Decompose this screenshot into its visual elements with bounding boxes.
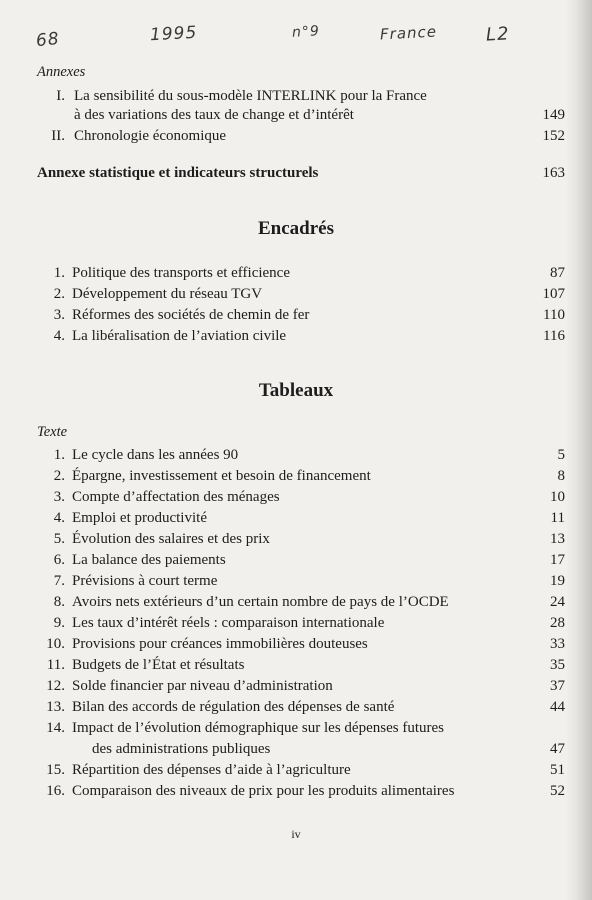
entry-number: 3. [53,307,65,323]
entry-title: Annexe statistique et indicateurs structurels [37,165,319,181]
entry-page: 51 [550,762,565,778]
entry-title: La balance des paiements [72,552,226,568]
entry-number: 8. [53,594,65,610]
handwritten-note: n°9 [291,23,321,41]
entry-title: Provisions pour créances immobilières douteuses [72,636,368,652]
section-heading-encadres: Encadrés [258,218,334,239]
entry-title: Prévisions à court terme [72,573,218,589]
entry-title: Emploi et productivité [72,510,207,526]
entry-page: 107 [542,286,565,302]
entry-page: 163 [542,165,565,181]
entry-page: 33 [550,636,565,652]
handwritten-note: 1995 [149,22,198,46]
entry-number: 11. [46,657,65,673]
entry-title: Avoirs nets extérieurs d’un certain nombre de pays de l’OCDE [72,594,449,610]
entry-page: 5 [557,447,565,463]
entry-title: La libéralisation de l’aviation civile [72,328,287,344]
entry-page: 87 [550,265,565,281]
entry-title: Les taux d’intérêt réels : comparaison internationale [72,615,385,631]
entry-title: Épargne, investissement et besoin de financement [72,468,371,484]
entry-title: Le cycle dans les années 90 [72,447,239,463]
entry-number: I. [56,88,65,104]
entry-page: 152 [542,128,565,144]
entry-page: 24 [550,594,565,610]
entry-number: 12. [46,678,65,694]
entry-page: 13 [550,531,565,547]
entry-title: Compte d’affectation des ménages [72,489,280,505]
page-edge-shadow [566,0,592,900]
entry-page: 37 [550,678,565,694]
entry-number: 5. [53,531,65,547]
entry-page: 149 [542,107,565,123]
entry-title: Politique des transports et efficience [72,265,290,281]
entry-page: 10 [550,489,565,505]
entry-title: La sensibilité du sous-modèle INTERLINK pour la France [74,88,427,104]
entry-number: II. [51,128,65,144]
entry-page: 11 [550,510,565,526]
entry-title: Comparaison des niveaux de prix pour les produits alimentaires [72,783,455,799]
entry-page: 17 [550,552,565,568]
entry-title: Budgets de l’État et résultats [72,657,245,673]
entry-page: 47 [550,741,565,757]
section-heading-tableaux: Tableaux [258,380,334,401]
entry-page: 44 [550,699,565,715]
entry-page: 116 [543,328,565,344]
entry-title: Bilan des accords de régulation des dépenses de santé [72,699,395,715]
entry-number: 4. [53,510,65,526]
entry-number: 7. [53,573,65,589]
entry-number: 2. [53,468,65,484]
entry-number: 1. [53,265,65,281]
entry-title: des administrations publiques [92,741,271,757]
entry-title: à des variations des taux de change et d’intérêt [74,107,354,123]
entry-title: Évolution des salaires et des prix [72,531,270,547]
entry-number: 16. [46,783,65,799]
entry-number: 6. [53,552,65,568]
handwritten-note: 68 [35,28,61,52]
entry-number: 14. [46,720,65,736]
entry-page: 28 [550,615,565,631]
entry-number: 4. [53,328,65,344]
entry-number: 10. [46,636,65,652]
entry-page: 8 [557,468,565,484]
entry-title: Développement du réseau TGV [72,286,263,302]
entry-title: Impact de l’évolution démographique sur les dépenses futures [72,720,444,736]
entry-number: 3. [53,489,65,505]
texte-label: Texte [37,424,68,440]
entry-page: 19 [550,573,565,589]
entry-title: Répartition des dépenses d’aide à l’agriculture [72,762,351,778]
entry-title: Chronologie économique [74,128,227,144]
annexes-label: Annexes [37,64,86,80]
entry-number: 1. [53,447,65,463]
handwritten-note: L2 [485,23,511,46]
entry-page: 110 [543,307,565,323]
entry-title: Réformes des sociétés de chemin de fer [72,307,310,323]
entry-page: 52 [550,783,565,799]
entry-number: 13. [46,699,65,715]
handwritten-note: France [379,22,438,44]
entry-number: 2. [53,286,65,302]
entry-title: Solde financier par niveau d’administration [72,678,333,694]
entry-page: 35 [550,657,565,673]
entry-number: 9. [53,615,65,631]
entry-number: 15. [46,762,65,778]
page-folio: iv [291,827,301,841]
